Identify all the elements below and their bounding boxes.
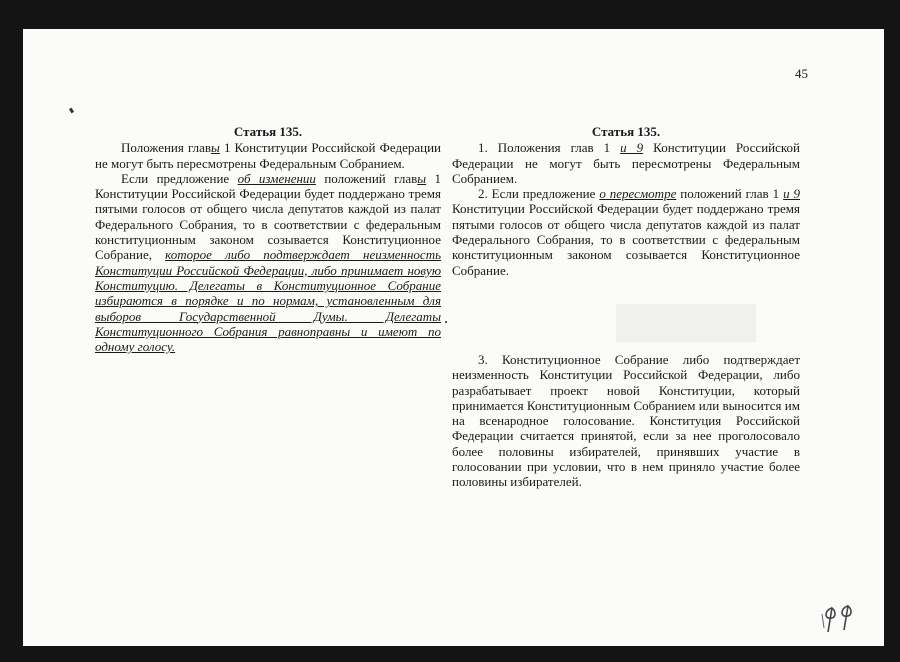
right-p2-text-e: Конституции Российской Федерации будет поддержано тремя пятыми голосов от общего числа депутатов каждой из палат Федерального Собрания, то в соответствии с федеральным конституционным законом созывается Конституционное Собрание. bbox=[452, 201, 800, 278]
right-p1-text-a: 1. Положения глав 1 bbox=[478, 140, 621, 156]
handwritten-page-mark bbox=[818, 602, 862, 638]
left-paragraph-1 bbox=[95, 140, 441, 171]
right-p2-edit-d: и 9 bbox=[783, 186, 800, 202]
left-article-heading: Статья 135. bbox=[233, 124, 303, 139]
right-p1-edit: и 9 bbox=[620, 140, 644, 156]
left-p2-edit-b: об изменении bbox=[237, 170, 316, 186]
right-p2-text-a: 2. Если предложение bbox=[478, 186, 600, 202]
left-p2-edit-f: которое либо подтверждает неизменность Конституции Российской Федерации, либо принимает новую Конституцию. Делегаты в Конституционное Собрание избираются в порядке и по нормам, установленным для выборов Государственной Думы. Делегаты Конституционного Собрания равноправны и имеют по одному голосу. bbox=[95, 247, 441, 355]
left-p2-text-e: 1 Конституции Российской Федерации будет поддержано тремя пятыми голосов от общего числа депутатов каждой из палат Федерального Собрания, то в соответствии с федеральным конституционным законом созывается Конституционное Собрание, bbox=[95, 170, 442, 263]
right-paragraph-1 bbox=[452, 140, 800, 186]
left-paragraph-2 bbox=[95, 171, 441, 355]
ink-dot bbox=[445, 321, 447, 323]
right-column-part-3 bbox=[452, 352, 800, 490]
left-p2-text-c: положений глав bbox=[315, 170, 418, 186]
right-paragraph-3: 3. Конституционное Собрание либо подтверждает неизменность Конституции Российской Федерации, либо разрабатывает проект новой Конституции, который принимается Конституционным Собранием или выносится им на всенародное голосование. Конституция Российской Федерации считается принятой, если за нее проголосовало более половины избирателей, принявших участие в голосовании при условии, что в нем приняло участие более половины избирателей. bbox=[452, 352, 800, 490]
right-paragraph-2 bbox=[452, 186, 800, 278]
right-p2-edit-b: о пересмотре bbox=[599, 186, 677, 202]
left-p2-edit-d: ы bbox=[417, 170, 427, 186]
right-p1-text-c: Конституции Российской Федерации не могут быть пересмотрены Федеральным Собранием. bbox=[452, 140, 801, 186]
paper-smudge bbox=[616, 304, 756, 342]
left-p1-edit: ы bbox=[211, 140, 220, 156]
right-column-new-text bbox=[452, 124, 800, 278]
page-number: 45 bbox=[795, 66, 808, 81]
left-column-old-text bbox=[95, 124, 441, 354]
right-p2-text-c: положений глав 1 bbox=[676, 186, 784, 202]
left-p1-text-a: Положения глав bbox=[121, 140, 212, 156]
right-article-heading: Статья 135. bbox=[591, 124, 661, 139]
left-p2-text-a: Если предложение bbox=[121, 170, 238, 186]
left-p1-text-c: 1 Конституции Российской Федерации не могут быть пересмотрены Федеральным Собранием. bbox=[95, 140, 441, 171]
